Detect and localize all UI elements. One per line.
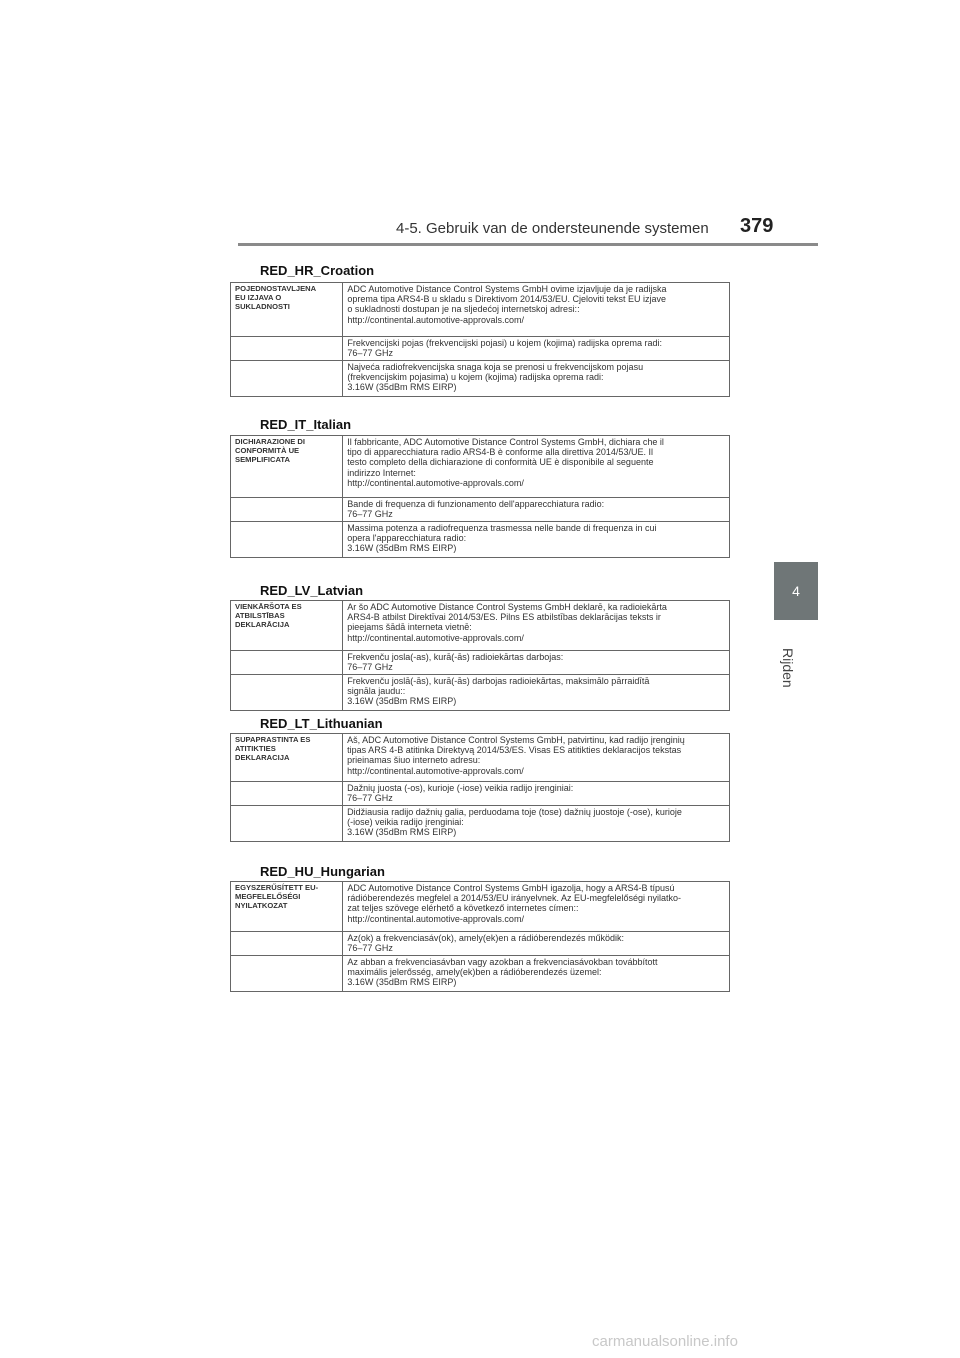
- empty-label-cell: [231, 782, 343, 806]
- chapter-number: 4: [792, 583, 800, 599]
- declaration-text: Aš, ADC Automotive Distance Control Systems GmbH, patvirtinu, kad radijo įrenginių tipas ARS 4-B atitinka Direktyvą 2014/53/ES. Visas ES atitikties deklaracijos tekstas prieinamas šiuo interneto adresu: http://continental.automotive-approvals.com/: [343, 734, 730, 782]
- max-power-cell: Frekvenču joslā(-ās), kurā(-ās) darbojas radioiekārtas, maksimālo pārraidītā signāla jaudu:: 3.16W (35dBm RMS EIRP): [343, 675, 730, 711]
- max-power-cell: Massima potenza a radiofrequenza trasmessa nelle bande di frequenza in cui opera l'apparecchiatura radio: 3.16W (35dBm RMS EIRP): [343, 522, 730, 558]
- chapter-label: Rijden: [780, 648, 796, 688]
- frequency-band-cell: Bande di frequenza di funzionamento dell'apparecchiatura radio: 76–77 GHz: [343, 498, 730, 522]
- declaration-label: POJEDNOSTAVLJENA EU IZJAVA O SUKLADNOSTI: [231, 283, 343, 337]
- section-title: RED_HR_Croation: [260, 263, 375, 278]
- declaration-text: ADC Automotive Distance Control Systems GmbH ovime izjavljuje da je radijska oprema tipa ARS4-B u skladu s Direktivom 2014/53/EU. Cjeloviti tekst EU izjave o sukladnosti dostupan je na sljedećoj internetskoj adresi:: http://continental.automotive-approvals.com/: [343, 283, 730, 337]
- header-divider: [238, 243, 818, 246]
- declaration-table: [230, 282, 730, 397]
- section-title: RED_HU_Hungarian: [260, 864, 385, 879]
- max-power-cell: Az abban a frekvenciasávban vagy azokban a frekvenciasávokban továbbított maximális jelerősség, amely(ek)ben a rádióberendezés üzemel: 3.16W (35dBm RMS EIRP): [343, 956, 730, 992]
- declaration-label: DICHIARAZIONE DI CONFORMITÀ UE SEMPLIFICATA: [231, 436, 343, 498]
- max-power-cell: Didžiausia radijo dažnių galia, perduodama toje (tose) dažnių juostoje (-ose), kurioje (-iose) veikia radijo įrenginiai: 3.16W (35dBm RMS EIRP): [343, 806, 730, 842]
- frequency-band-cell: Dažnių juosta (-os), kurioje (-iose) veikia radijo įrenginiai: 76–77 GHz: [343, 782, 730, 806]
- page-number: 379: [740, 215, 774, 237]
- declaration-text: Ar šo ADC Automotive Distance Control Systems GmbH deklarē, ka radioiekārta ARS4-B atbilst Direktīvai 2014/53/ES. Pilns ES atbilstības deklarācijas teksts ir pieejams šādā interneta vietnē: http://continental.automotive-approvals.com/: [343, 601, 730, 651]
- watermark-link[interactable]: carmanualsonline.info: [592, 1333, 738, 1350]
- declaration-table: [230, 600, 730, 711]
- declaration-table: [230, 881, 730, 992]
- empty-label-cell: [231, 806, 343, 842]
- empty-label-cell: [231, 956, 343, 992]
- empty-label-cell: [231, 675, 343, 711]
- section-title: RED_LT_Lithuanian: [260, 716, 383, 731]
- declaration-table: [230, 435, 730, 558]
- chapter-tab[interactable]: [774, 562, 818, 620]
- empty-label-cell: [231, 498, 343, 522]
- empty-label-cell: [231, 932, 343, 956]
- frequency-band-cell: Frekvencijski pojas (frekvencijski pojasi) u kojem (kojima) radijska oprema radi: 76–77 GHz: [343, 337, 730, 361]
- empty-label-cell: [231, 361, 343, 397]
- declaration-text: Il fabbricante, ADC Automotive Distance Control Systems GmbH, dichiara che il tipo di apparecchiatura radio ARS4-B è conforme alla direttiva 2014/53/UE. Il testo completo della dichiarazione di conformità UE è disponibile al seguente indirizzo Internet: http://continental.automotive-approvals.com/: [343, 436, 730, 498]
- empty-label-cell: [231, 337, 343, 361]
- section-title: RED_IT_Italian: [260, 417, 352, 432]
- declaration-label: VIENKĀRŠOTA ES ATBILSTĪBAS DEKLARĀCIJA: [231, 601, 343, 651]
- empty-label-cell: [231, 651, 343, 675]
- max-power-cell: Najveća radiofrekvencijska snaga koja se prenosi u frekvencijskom pojasu (frekvencijskim pojasima) u kojem (kojima) radijska oprema radi: 3.16W (35dBm RMS EIRP): [343, 361, 730, 397]
- frequency-band-cell: Frekvenču josla(-as), kurā(-ās) radioiekārtas darbojas: 76–77 GHz: [343, 651, 730, 675]
- declaration-label: SUPAPRASTINTA ES ATITIKTIES DEKLARACIJA: [231, 734, 343, 782]
- section-title: RED_LV_Latvian: [260, 583, 364, 598]
- frequency-band-cell: Az(ok) a frekvenciasáv(ok), amely(ek)en a rádióberendezés működik: 76–77 GHz: [343, 932, 730, 956]
- empty-label-cell: [231, 522, 343, 558]
- declaration-table: [230, 733, 730, 842]
- declaration-text: ADC Automotive Distance Control Systems GmbH igazolja, hogy a ARS4-B típusú rádióberendezés megfelel a 2014/53/EU irányelvnek. Az EU-megfelelőségi nyilatko- zat teljes szövege elérhető a következő internetes címen:: http://continental.automotive-approvals.com/: [343, 882, 730, 932]
- page-header-title: 4-5. Gebruik van de ondersteunende systemen: [396, 220, 709, 237]
- declaration-label: EGYSZERŰSÍTETT EU- MEGFELELŐSÉGI NYILATKOZAT: [231, 882, 343, 932]
